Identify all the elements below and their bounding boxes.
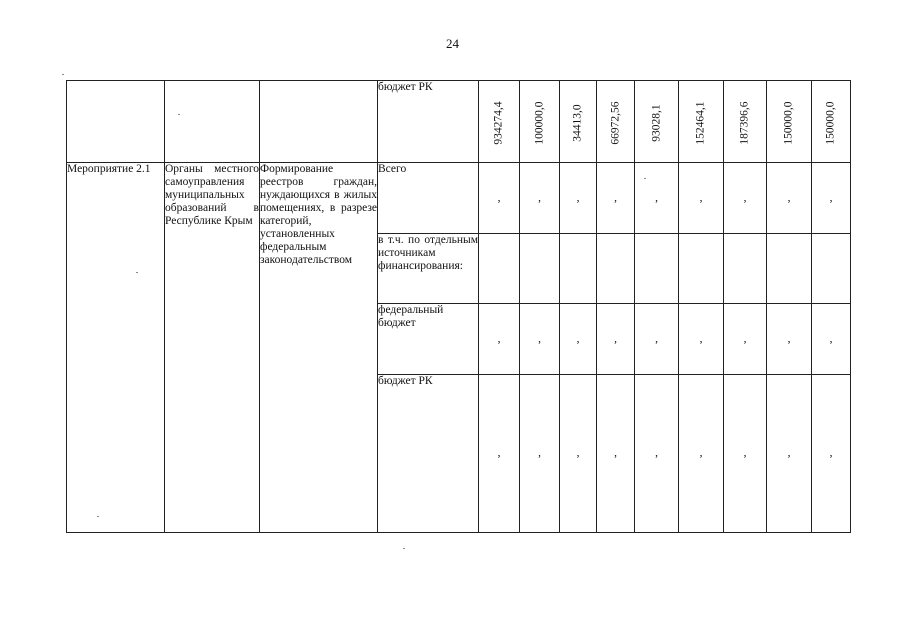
value-mark: , bbox=[724, 375, 767, 533]
value-cell bbox=[767, 81, 812, 163]
source-label: федеральный бюджет bbox=[378, 304, 479, 375]
empty-cell bbox=[767, 234, 812, 304]
scan-speck bbox=[178, 114, 180, 115]
value-mark: , bbox=[597, 304, 635, 375]
value-cell bbox=[597, 81, 635, 163]
empty-cell bbox=[812, 234, 851, 304]
scan-speck bbox=[97, 516, 99, 517]
empty-cell bbox=[479, 234, 520, 304]
empty-cell bbox=[635, 234, 679, 304]
value-text: 93028,1 bbox=[650, 104, 662, 142]
empty-cell bbox=[520, 234, 560, 304]
value-cell bbox=[520, 81, 560, 163]
value-mark: , bbox=[679, 163, 724, 234]
scan-speck bbox=[136, 272, 138, 273]
value-text: 152464,1 bbox=[694, 101, 707, 145]
value-mark: , bbox=[520, 304, 560, 375]
table-row-header-budget bbox=[67, 81, 851, 163]
event-name: Мероприятие 2.1 bbox=[67, 163, 165, 533]
value-mark: , bbox=[560, 375, 597, 533]
source-label: бюджет РК bbox=[378, 81, 479, 163]
value-mark: , bbox=[724, 163, 767, 234]
page-number: 24 bbox=[446, 36, 459, 51]
value-mark: , bbox=[812, 163, 851, 234]
empty-cell bbox=[67, 81, 165, 163]
value-mark: , bbox=[479, 163, 520, 234]
event-description: Формирование реестров граждан, нуждающихся в жилых помещениях, в разрезе категорий, установленных федеральным законодательством bbox=[260, 163, 378, 533]
value-mark: , bbox=[560, 163, 597, 234]
value-mark: , bbox=[479, 304, 520, 375]
value-cell bbox=[724, 81, 767, 163]
scan-speck bbox=[403, 548, 405, 549]
value-cell bbox=[812, 81, 851, 163]
value-text: 150000,0 bbox=[782, 101, 795, 145]
funding-table bbox=[66, 80, 851, 533]
value-text: 187396,6 bbox=[738, 101, 751, 145]
empty-cell bbox=[560, 234, 597, 304]
value-text: 34413,0 bbox=[571, 104, 584, 142]
event-executor: Органы местного самоуправления муниципальных образований в Республике Крым bbox=[165, 163, 260, 533]
value-text: 100000,0 bbox=[533, 101, 545, 145]
value-mark: , bbox=[679, 375, 724, 533]
value-text: 150000,0 bbox=[824, 101, 837, 145]
value-mark: , bbox=[635, 375, 679, 533]
value-mark: , bbox=[635, 163, 679, 234]
value-text: 66972,56 bbox=[609, 101, 621, 145]
value-mark: , bbox=[635, 304, 679, 375]
value-mark: , bbox=[597, 163, 635, 234]
value-mark: , bbox=[767, 375, 812, 533]
source-label: бюджет РК bbox=[378, 375, 479, 533]
empty-cell bbox=[260, 81, 378, 163]
value-text: 934274,4 bbox=[492, 101, 505, 145]
scan-speck bbox=[62, 74, 64, 75]
value-mark: , bbox=[767, 163, 812, 234]
value-mark: , bbox=[812, 375, 851, 533]
scan-speck bbox=[644, 178, 646, 179]
empty-cell bbox=[679, 234, 724, 304]
empty-cell bbox=[597, 234, 635, 304]
value-mark: , bbox=[767, 304, 812, 375]
empty-cell bbox=[724, 234, 767, 304]
source-label: в т.ч. по отдельным источникам финансирования: bbox=[378, 234, 479, 304]
value-cell bbox=[679, 81, 724, 163]
value-mark: , bbox=[479, 375, 520, 533]
source-label: Всего bbox=[378, 163, 479, 234]
value-mark: , bbox=[679, 304, 724, 375]
value-mark: , bbox=[560, 304, 597, 375]
value-cell bbox=[479, 81, 520, 163]
value-cell bbox=[560, 81, 597, 163]
value-mark: , bbox=[520, 375, 560, 533]
empty-cell bbox=[165, 81, 260, 163]
value-mark: , bbox=[597, 375, 635, 533]
value-mark: , bbox=[724, 304, 767, 375]
value-mark: , bbox=[812, 304, 851, 375]
value-cell bbox=[635, 81, 679, 163]
value-mark: , bbox=[520, 163, 560, 234]
table-row-total bbox=[67, 163, 851, 234]
